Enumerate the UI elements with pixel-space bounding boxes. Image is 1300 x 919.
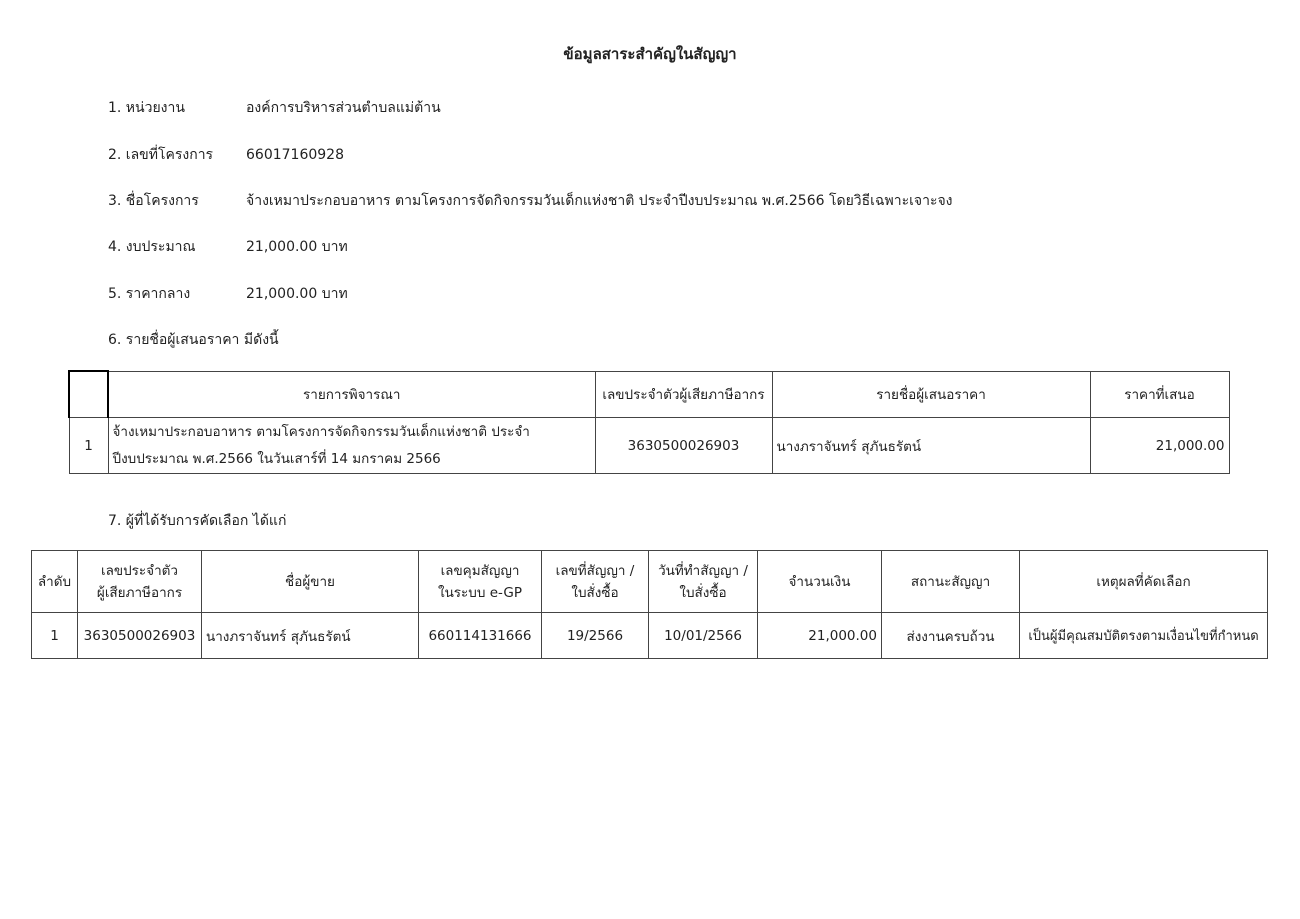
row-tax-id: 3630500026903 xyxy=(595,418,772,474)
header-item: รายการพิจารณา xyxy=(108,371,595,418)
table-header-row xyxy=(32,551,1268,613)
header-reason: เหตุผลที่คัดเลือก xyxy=(1020,551,1268,613)
info-row-median-price xyxy=(108,283,348,305)
header-date-line2: ใบสั่งซื้อ xyxy=(679,584,727,601)
info-label: 1. หน่วยงาน xyxy=(108,100,185,116)
row-control: 660114131666 xyxy=(419,613,542,659)
header-control-line2: ในระบบ e-GP xyxy=(437,584,523,601)
info-row-project-name xyxy=(108,190,953,212)
info-row-agency xyxy=(108,97,441,119)
info-label: 5. ราคากลาง xyxy=(108,286,191,302)
header-control-line1: เลขคุมสัญญา xyxy=(440,562,520,579)
bidders-table xyxy=(68,370,1230,474)
header-status: สถานะสัญญา xyxy=(882,551,1020,613)
header-date xyxy=(649,551,758,613)
header-bidder: รายชื่อผู้เสนอราคา xyxy=(772,371,1090,418)
info-label: 4. งบประมาณ xyxy=(108,239,196,255)
row-price: 21,000.00 xyxy=(1090,418,1229,474)
row-number: 1 xyxy=(69,418,108,474)
row-date: 10/01/2566 xyxy=(649,613,758,659)
row-item-line1: จ้างเหมาประกอบอาหาร ตามโครงการจัดกิจกรรมวันเด็กแห่งชาติ ประจำ xyxy=(112,423,530,440)
document-title: ข้อมูลสาระสำคัญในสัญญา xyxy=(563,45,737,63)
header-blank-cell xyxy=(69,371,108,418)
row-amount: 21,000.00 xyxy=(758,613,882,659)
info-label: 3. ชื่อโครงการ xyxy=(108,193,199,209)
info-value: 21,000.00 บาท xyxy=(246,239,348,255)
header-contract-line1: เลขที่สัญญา / xyxy=(555,562,635,579)
info-value: 21,000.00 บาท xyxy=(246,286,348,302)
header-contract-line2: ใบสั่งซื้อ xyxy=(571,584,619,601)
header-tax-id xyxy=(78,551,202,613)
row-item xyxy=(108,418,595,474)
info-label: 2. เลขที่โครงการ xyxy=(108,147,214,163)
info-row-budget xyxy=(108,236,348,258)
info-value: องค์การบริหารส่วนตำบลแม่ต้าน xyxy=(246,100,441,116)
info-value: จ้างเหมาประกอบอาหาร ตามโครงการจัดกิจกรรมวันเด็กแห่งชาติ ประจำปีงบประมาณ พ.ศ.2566 โดยวิธีเฉพาะเจาะจง xyxy=(246,193,953,209)
header-tax-id: เลขประจำตัวผู้เสียภาษีอากร xyxy=(595,371,772,418)
info-row-project-number xyxy=(108,144,344,166)
table-row xyxy=(69,418,1229,474)
row-tax-id: 3630500026903 xyxy=(78,613,202,659)
table-row xyxy=(32,613,1268,659)
info-value: 66017160928 xyxy=(246,147,344,163)
header-no: ลำดับ xyxy=(32,551,78,613)
header-tax-id-line1: เลขประจำตัว xyxy=(100,562,179,579)
row-reason: เป็นผู้มีคุณสมบัติตรงตามเงื่อนไขที่กำหนด xyxy=(1020,613,1268,659)
section7-label: 7. ผู้ที่ได้รับการคัดเลือก ได้แก่ xyxy=(108,513,287,529)
header-seller: ชื่อผู้ขาย xyxy=(202,551,419,613)
section6-label: 6. รายชื่อผู้เสนอราคา มีดังนี้ xyxy=(108,332,279,348)
row-number: 1 xyxy=(32,613,78,659)
row-status: ส่งงานครบถ้วน xyxy=(882,613,1020,659)
header-amount: จำนวนเงิน xyxy=(758,551,882,613)
selected-table xyxy=(31,550,1268,659)
header-date-line1: วันที่ทำสัญญา / xyxy=(658,562,748,579)
header-tax-id-line2: ผู้เสียภาษีอากร xyxy=(96,584,183,601)
row-item-line2: ปีงบประมาณ พ.ศ.2566 ในวันเสาร์ที่ 14 มกราคม 2566 xyxy=(112,450,441,467)
header-price: ราคาที่เสนอ xyxy=(1090,371,1229,418)
header-control xyxy=(419,551,542,613)
row-seller: นางภราจันทร์ สุภันธรัตน์ xyxy=(202,613,419,659)
header-contract xyxy=(542,551,649,613)
table-header-row xyxy=(69,371,1229,418)
row-bidder: นางภราจันทร์ สุภันธรัตน์ xyxy=(772,418,1090,474)
row-contract: 19/2566 xyxy=(542,613,649,659)
